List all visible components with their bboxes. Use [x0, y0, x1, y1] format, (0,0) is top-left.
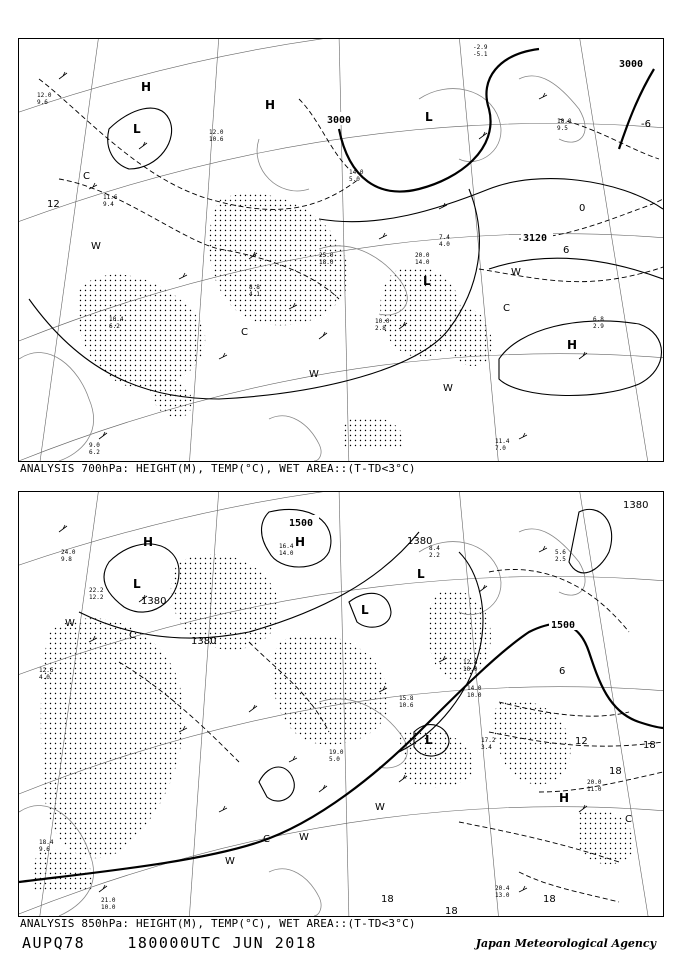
isotherm-label: 6	[559, 666, 566, 677]
obs-temp: 11.4	[495, 438, 510, 445]
low-marker: L	[361, 603, 369, 617]
warm-marker: W	[225, 856, 235, 867]
obs-temp: 19.0	[329, 749, 344, 756]
obs-dew: 10.0	[467, 692, 482, 699]
obs-temp: 17.2	[481, 737, 496, 744]
obs-temp: 10.0	[375, 318, 390, 325]
obs-temp: 22.2	[89, 587, 104, 594]
obs-dew: 10.6	[399, 702, 414, 709]
contour-label: 3000	[619, 59, 644, 70]
map-panel-700hpa	[18, 38, 664, 462]
map-850hpa	[19, 492, 663, 916]
obs-dew: -5.1	[473, 51, 488, 58]
caption-700hpa: ANALYSIS 700hPa: HEIGHT(M), TEMP(°C), WET AREA::(T-TD<3°C)	[20, 462, 416, 475]
warm-marker: W	[299, 832, 309, 843]
obs-temp: 8.8	[249, 284, 260, 291]
caption-850hpa: ANALYSIS 850hPa: HEIGHT(M), TEMP(°C), WET AREA::(T-TD<3°C)	[20, 917, 416, 930]
isotherm-label: 18	[543, 894, 556, 905]
obs-temp: 8.4	[429, 545, 440, 552]
obs-temp: 18.4	[39, 839, 54, 846]
obs-temp: -2.9	[473, 44, 488, 51]
contour-label: 1380	[191, 636, 217, 647]
warm-marker: W	[309, 369, 319, 380]
obs-dew: 9.6	[37, 99, 48, 106]
cold-marker: C	[129, 630, 136, 641]
obs-temp: 12.0	[209, 129, 224, 136]
obs-dew: 2.5	[555, 556, 566, 563]
isotherm-label: 18	[643, 740, 656, 751]
obs-temp: 20.0	[415, 252, 430, 259]
obs-dew: 2.8	[375, 325, 386, 332]
obs-temp: 11.6	[103, 194, 118, 201]
obs-temp: 18.0	[557, 118, 572, 125]
obs-dew: 5.0	[329, 756, 340, 763]
cold-marker: C	[83, 171, 90, 182]
high-marker: H	[143, 535, 154, 549]
warm-marker: W	[65, 618, 75, 629]
obs-dew: 4.0	[39, 674, 50, 681]
contour-3000	[339, 49, 539, 192]
isotherm-label: 12	[47, 199, 60, 210]
high-marker: H	[567, 338, 578, 352]
low-marker: L	[425, 110, 433, 124]
isotherm-label: 6	[563, 245, 570, 256]
obs-temp: 12.8	[463, 659, 478, 666]
obs-dew: 4.0	[439, 241, 450, 248]
obs-temp: 21.0	[101, 897, 116, 904]
contour-label: 3120	[523, 233, 548, 244]
high-marker: H	[265, 98, 276, 112]
isotherm-label: 18	[609, 766, 622, 777]
obs-dew: 13.0	[495, 892, 510, 899]
obs-dew: 2.2	[429, 552, 440, 559]
contour-label: 1380	[141, 596, 167, 607]
obs-dew: 9.4	[103, 201, 114, 208]
obs-temp: 5.6	[555, 549, 566, 556]
warm-marker: W	[443, 383, 453, 394]
product-code: AUPQ78	[22, 934, 86, 952]
contour-3000-east	[619, 69, 654, 149]
cold-marker: C	[503, 303, 510, 314]
warm-marker: W	[511, 267, 521, 278]
obs-temp: 12.0	[37, 92, 52, 99]
low-marker: L	[417, 567, 425, 581]
obs-dew: 2.9	[593, 323, 604, 330]
contour-label: 3000	[327, 115, 352, 126]
obs-temp: 6.8	[593, 316, 604, 323]
wet-area-shading	[77, 194, 492, 449]
agency-credit: Japan Meteorological Agency	[475, 937, 656, 950]
obs-temp: 15.8	[399, 695, 414, 702]
high-marker: H	[559, 791, 570, 805]
obs-temp: 20.4	[495, 885, 510, 892]
cold-marker: C	[241, 327, 248, 338]
obs-dew: 3.4	[481, 744, 492, 751]
obs-dew: 14.0	[415, 259, 430, 266]
low-marker: L	[425, 733, 433, 747]
obs-temp: 14.0	[467, 685, 482, 692]
obs-dew: 6.2	[109, 323, 120, 330]
map-700hpa	[19, 39, 663, 461]
obs-temp: 16.4	[279, 543, 294, 550]
contour-label: 1500	[551, 620, 576, 631]
obs-temp: 14.0	[349, 169, 364, 176]
low-marker: L	[423, 274, 431, 288]
product-header	[22, 934, 317, 952]
obs-dew: 10.0	[463, 666, 478, 673]
obs-temp: 20.0	[587, 779, 602, 786]
isotherm-label: -6	[641, 119, 651, 130]
isotherm-label: 12	[575, 736, 588, 747]
obs-dew: 14.0	[279, 550, 294, 557]
isotherm-label: 0	[579, 203, 586, 214]
valid-time: 180000UTC JUN 2018	[127, 934, 317, 952]
obs-dew: 11.0	[587, 786, 602, 793]
obs-dew: 12.2	[89, 594, 104, 601]
contour-label: 1380	[407, 536, 433, 547]
obs-dew: 7.0	[495, 445, 506, 452]
obs-dew: 6.2	[89, 449, 100, 456]
contour-label: 1380	[623, 500, 649, 511]
obs-dew: 5.0	[349, 176, 360, 183]
high-marker: H	[141, 80, 152, 94]
obs-dew: 4.1	[249, 291, 260, 298]
obs-temp: 25.0	[319, 252, 334, 259]
obs-dew: 10.0	[101, 904, 116, 911]
low-marker: L	[133, 122, 141, 136]
high-marker: H	[295, 535, 306, 549]
obs-temp: 24.0	[61, 549, 76, 556]
wet-area-shading	[33, 554, 635, 892]
warm-marker: W	[375, 802, 385, 813]
obs-temp: 9.0	[89, 442, 100, 449]
obs-temp: 12.6	[39, 667, 54, 674]
obs-dew: 9.8	[61, 556, 72, 563]
isotherm-label: 18	[381, 894, 394, 905]
cold-marker: C	[625, 814, 632, 825]
contour-label: 1500	[289, 518, 314, 529]
map-panel-850hpa	[18, 491, 664, 917]
obs-temp: 10.4	[109, 316, 124, 323]
obs-temp: 7.4	[439, 234, 450, 241]
obs-dew: 9.5	[557, 125, 568, 132]
warm-marker: W	[91, 241, 101, 252]
obs-dew: 10.6	[209, 136, 224, 143]
low-marker: L	[133, 577, 141, 591]
cold-marker: C	[263, 834, 270, 845]
obs-dew: 9.6	[39, 846, 50, 853]
obs-dew: 18.0	[319, 259, 334, 266]
isotherm-label: 18	[445, 906, 458, 916]
